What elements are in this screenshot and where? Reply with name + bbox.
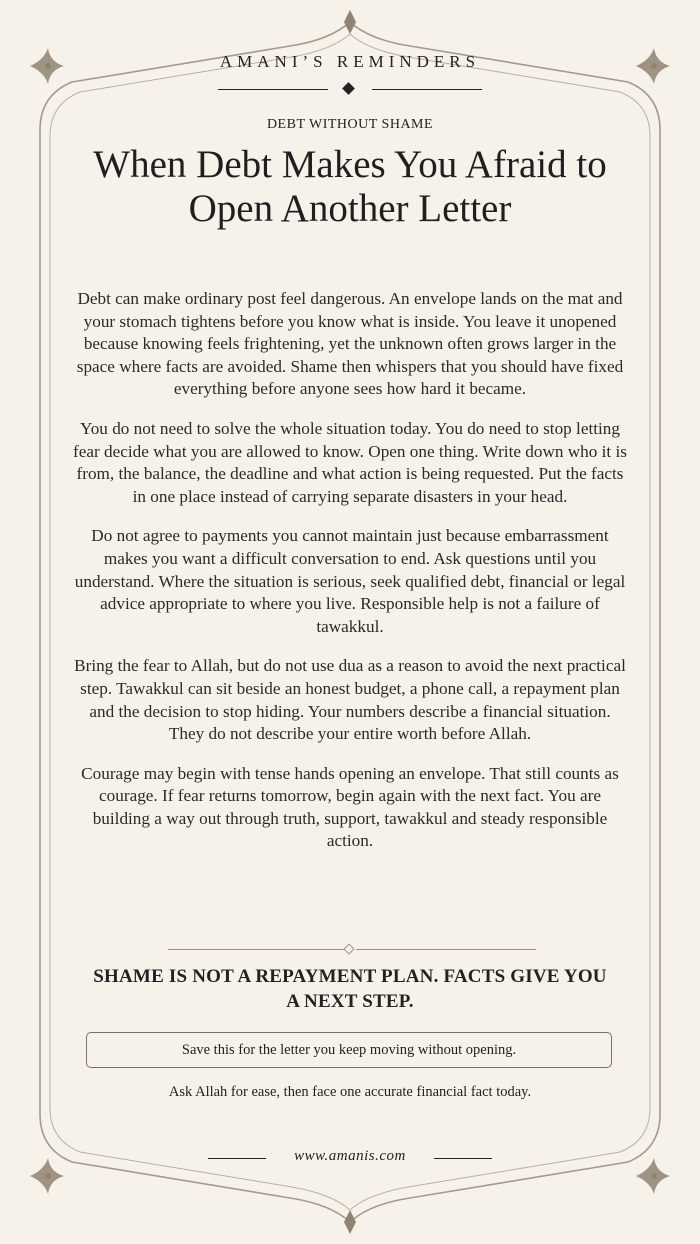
brand-rule-right [372,89,482,90]
footer-rule-right [434,1158,492,1159]
brand-name: AMANI’S REMINDERS [219,52,481,71]
brand-rule-left [218,89,328,90]
save-note-box: Save this for the letter you keep moving without opening. [86,1032,612,1068]
body-paragraph: You do not need to solve the whole situation today. You do need to stop letting fear decide what you are allowed to know. Open one thing. Write down who it is from, the balance, the deadline and what action is being requested. Put the facts in one place instead of carrying separate disasters in your head. [73,418,627,506]
closing-statement: SHAME IS NOT A REPAYMENT PLAN. FACTS GIVE YOU A NEXT STEP. [93,966,607,1012]
body-paragraph: Bring the fear to Allah, but do not use dua as a reason to avoid the next practical step. Tawakkul can sit beside an honest budget, a phone call, a repayment plan and the decision to stop hiding. Your numbers describe a financial situation. They do not describe your entire worth before Allah. [74,656,626,744]
website-link[interactable]: www.amanis.com [294,1148,406,1164]
divider-right [356,949,536,950]
article-title: When Debt Makes You Afraid to Open Another Letter [93,143,607,230]
divider-diamond-icon [343,943,354,954]
dua-line: Ask Allah for ease, then face one accurate financial fact today. [168,1084,532,1100]
brand-diamond [342,82,355,95]
divider-left [168,949,348,950]
body-paragraph: Courage may begin with tense hands opening an envelope. That still counts as courage. If fear returns tomorrow, begin again with the next fact. You are building a way out through truth, support, tawakkul and steady responsible action. [81,763,619,851]
article-body [70,288,630,870]
body-paragraph: Debt can make ordinary post feel dangerous. An envelope lands on the mat and your stomach tightens before you know what is inside. You leave it unopened because knowing feels frightening, yet the unknown often grows larger in the space where facts are avoided. Shame then whispers that you should have fixed everything before anyone sees how hard it became. [76,289,624,399]
body-paragraph: Do not agree to payments you cannot maintain just because embarrassment makes you want a difficult conversation to end. Ask questions until you understand. Where the situation is serious, seek qualified debt, financial or legal advice appropriate to where you live. Responsible help is not a failure of tawakkul. [74,526,626,636]
article-kicker: DEBT WITHOUT SHAME [266,117,434,132]
